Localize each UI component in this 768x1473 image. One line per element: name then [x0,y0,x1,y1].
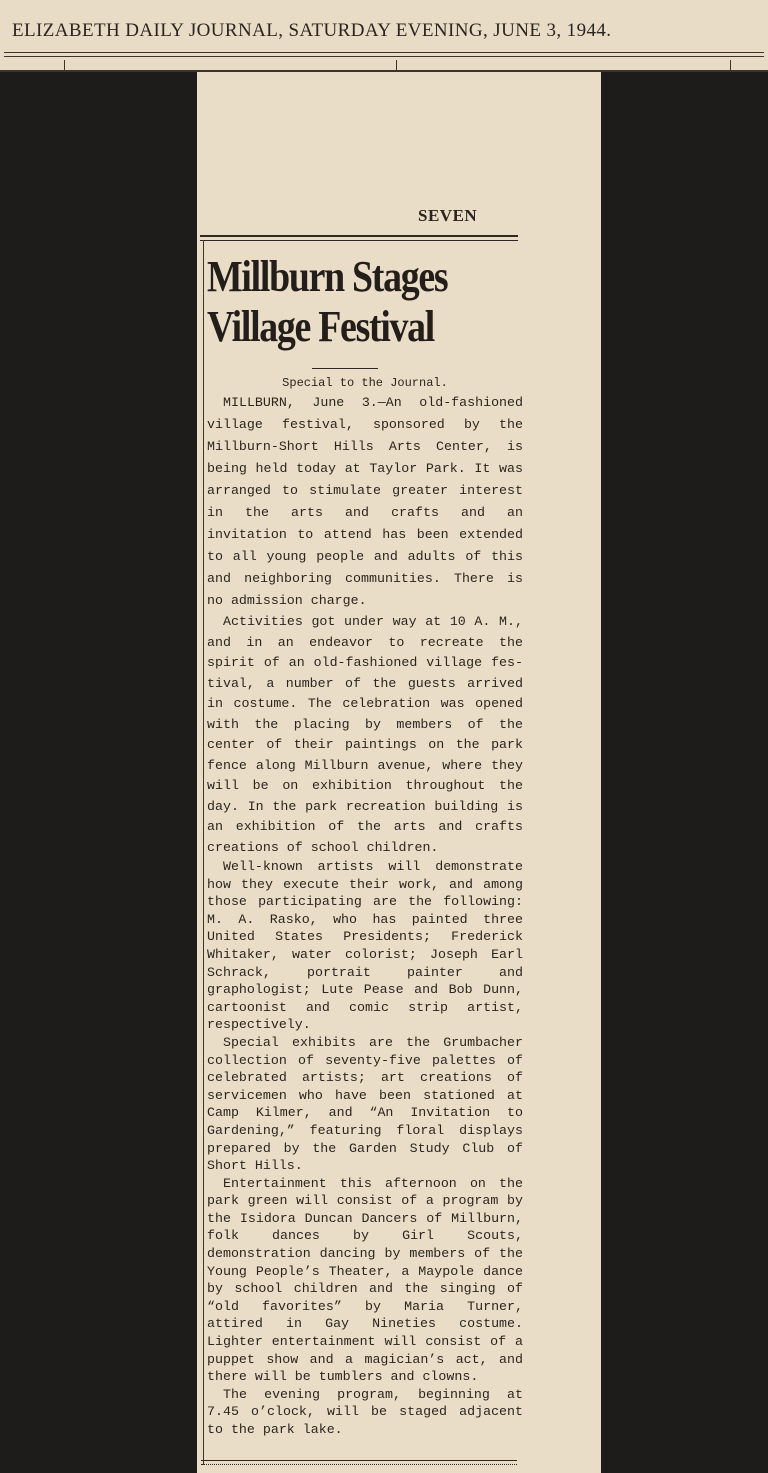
headline-line-1: Millburn Stages [207,252,448,301]
newspaper-masthead: ELIZABETH DAILY JOURNAL, SATURDAY EVENING, JUNE 3, 1944. [12,20,612,41]
headline-line-2: Village Festival [207,302,435,351]
article-body [207,392,523,1439]
column-tick [64,60,65,70]
paragraph-5: Entertainment this afternoon on the park green will consist of a program by the Isidora Duncan Dancers of Millburn, folk dances by Girl Scouts, demonstration dancing by members of the Young People’s Theater, a Maypole dance by school children and the singing of “old favorites” by Maria Turner, attired in Gay Nineties costume. Lighter entertainment will consist of a puppet show and a magician’s act, and there will be tumblers and clowns. [207,1175,523,1385]
masthead-strip [0,0,768,72]
page-number: SEVEN [418,206,478,225]
headline [207,252,482,352]
paragraph-6: The evening program, beginning at 7.45 o’clock, will be staged adjacent to the park lake. [207,1386,523,1437]
paragraph-3: Well-known artists will demonstrate how they execute their work, and among those participating are the following: M. A. Rasko, who has painted three United States Presidents; Frederick Whitaker, water colorist; Joseph Earl Schrack, portrait painter and graphologist; Lute Pease and Bob Dunn, cartoonist and comic strip artist, respectively. [207,859,523,1033]
bottom-rule [201,1460,517,1465]
headline-divider [312,368,378,369]
byline-credit: Special to the Journal. [282,376,448,390]
section-rule [200,235,518,241]
column-rule [203,240,204,1465]
paragraph-4: Special exhibits are the Grumbacher collection of seventy-five palettes of celebrated artists; art creations of servicemen who have been stationed at Camp Kilmer, and “An Invitation to Gardening,” featuring floral displays prepared by the Garden Study Club of Short Hills. [207,1034,523,1174]
paragraph-2: Activities got under way at 10 A. M., and in an endeavor to recreate the spirit of an old-fashioned village festival, a number of the guests arrived in costume. The celebration was opened with the placing by members of the center of their paintings on the park fence along Millburn avenue, where they will be on exhibition throughout the day. In the park recreation building is an exhibition of the arts and crafts creations of school children. [207,614,523,855]
paragraph-1: MILLBURN, June 3.—An old-fashioned village festival, sponsored by the Millburn-Short Hills Arts Center, is being held today at Taylor Park. It was arranged to stimulate greater interest in the arts and crafts and an invitation to attend has been extended to all young people and adults of this and neighboring communities. There is no admission charge. [207,395,523,608]
column-tick [396,60,397,70]
column-tick [730,60,731,70]
masthead-double-rule [4,52,764,57]
article-clipping [197,72,601,1473]
